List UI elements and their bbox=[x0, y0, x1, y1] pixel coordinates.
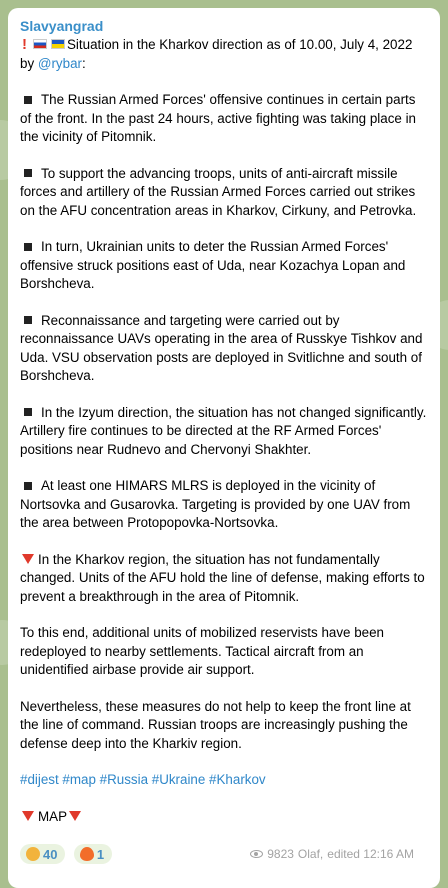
paragraph-text: Reconnaissance and targeting were carried out by reconnaissance UAVs operating in the area of Russkye Tishkov and Uda. VSU observation posts are deployed in Svitlichne and south of Borshcheva. bbox=[20, 312, 423, 383]
post-author: Olaf, bbox=[297, 847, 324, 861]
eye-icon bbox=[250, 850, 263, 858]
paragraph-text: At least one HIMARS MLRS is deployed in the vicinity of Nortsovka and Gusarovka. Targeting is provided by one UAV from the area between Protopopovka-Nortsovka. bbox=[20, 478, 411, 530]
message-header: ! Situation in the Kharkov direction as of 10.00, July 4, 2022 by @rybar: bbox=[20, 36, 413, 71]
black-square-icon bbox=[24, 243, 32, 251]
author-link[interactable]: @rybar bbox=[37, 55, 82, 71]
message-bubble bbox=[8, 8, 440, 888]
black-square-icon bbox=[24, 408, 32, 416]
fire-icon bbox=[80, 847, 94, 861]
paragraph bbox=[20, 238, 428, 294]
black-square-icon bbox=[24, 96, 32, 104]
edited-time: edited 12:16 AM bbox=[327, 847, 414, 861]
exclamation-icon: ! bbox=[22, 36, 27, 53]
paragraph bbox=[20, 312, 428, 386]
paragraph bbox=[20, 624, 428, 680]
paragraph-text: In the Kharkov region, the situation has not fundamentally changed. Units of the AFU hold the line of defense, making efforts to prevent a breakthrough in the area of Pitomnik. bbox=[20, 551, 425, 604]
black-square-icon bbox=[24, 482, 32, 490]
paragraph bbox=[20, 477, 428, 533]
view-count: 9823 bbox=[267, 847, 294, 861]
paragraph bbox=[20, 551, 428, 607]
red-triangle-icon bbox=[22, 554, 34, 564]
red-triangle-icon bbox=[22, 811, 34, 821]
paragraph bbox=[20, 404, 428, 460]
reaction-count: 1 bbox=[96, 846, 105, 862]
reaction-thumbs-up[interactable] bbox=[20, 844, 65, 864]
thumbs-up-icon bbox=[26, 847, 40, 861]
paragraph bbox=[20, 698, 428, 754]
paragraph-text: To this end, additional units of mobilized reservists have been redeployed to nearby settlements. Tactical aircraft from an unidentified airbase provide air support. bbox=[20, 625, 384, 677]
russia-flag-icon bbox=[33, 39, 47, 49]
paragraph-list bbox=[20, 91, 428, 753]
paragraph bbox=[20, 165, 428, 221]
black-square-icon bbox=[24, 169, 32, 177]
by-prefix: by bbox=[20, 55, 38, 71]
reaction-count: 40 bbox=[43, 846, 58, 862]
red-triangle-icon bbox=[69, 811, 81, 821]
paragraph-text: In the Izyum direction, the situation has not changed significantly. Artillery fire continues to be directed at the RF Armed Forces' positions near Rudnevo and Chervonyi Shakhter. bbox=[20, 404, 427, 457]
message-title: Situation in the Kharkov direction as of 10.00, July 4, 2022 bbox=[67, 37, 413, 52]
message-footer bbox=[20, 844, 428, 868]
paragraph-text: The Russian Armed Forces' offensive continues in certain parts of the front. In the past 24 hours, active fighting was taking place in the vicinity of Pitomnik. bbox=[20, 92, 417, 144]
paragraph-text: To support the advancing troops, units of anti-aircraft missile forces and artillery of the Russian Armed Forces carried out strikes on the AFU concentration areas in Kharkov, Cirkuny, and Petrovka. bbox=[20, 165, 417, 218]
hashtags[interactable]: #dijest #map #Russia #Ukraine #Kharkov bbox=[20, 772, 266, 787]
reaction-fire[interactable] bbox=[74, 844, 112, 864]
ukraine-flag-icon bbox=[51, 39, 65, 49]
paragraph bbox=[20, 91, 428, 147]
map-link[interactable] bbox=[20, 808, 428, 827]
paragraph-text: Nevertheless, these measures do not help to keep the front line at the line of command. Russian troops are increasingly pushing the defense deep into the Kharkiv region. bbox=[20, 698, 411, 751]
channel-name[interactable]: Slavyangrad bbox=[20, 18, 104, 34]
message-text bbox=[20, 36, 428, 826]
map-label: MAP bbox=[38, 808, 68, 824]
message-meta bbox=[250, 847, 414, 861]
paragraph-text: In turn, Ukrainian units to deter the Russian Armed Forces' offensive struck positions east of Uda, near Kozachya Lopan and Borshcheva. bbox=[20, 239, 406, 291]
black-square-icon bbox=[24, 316, 32, 324]
